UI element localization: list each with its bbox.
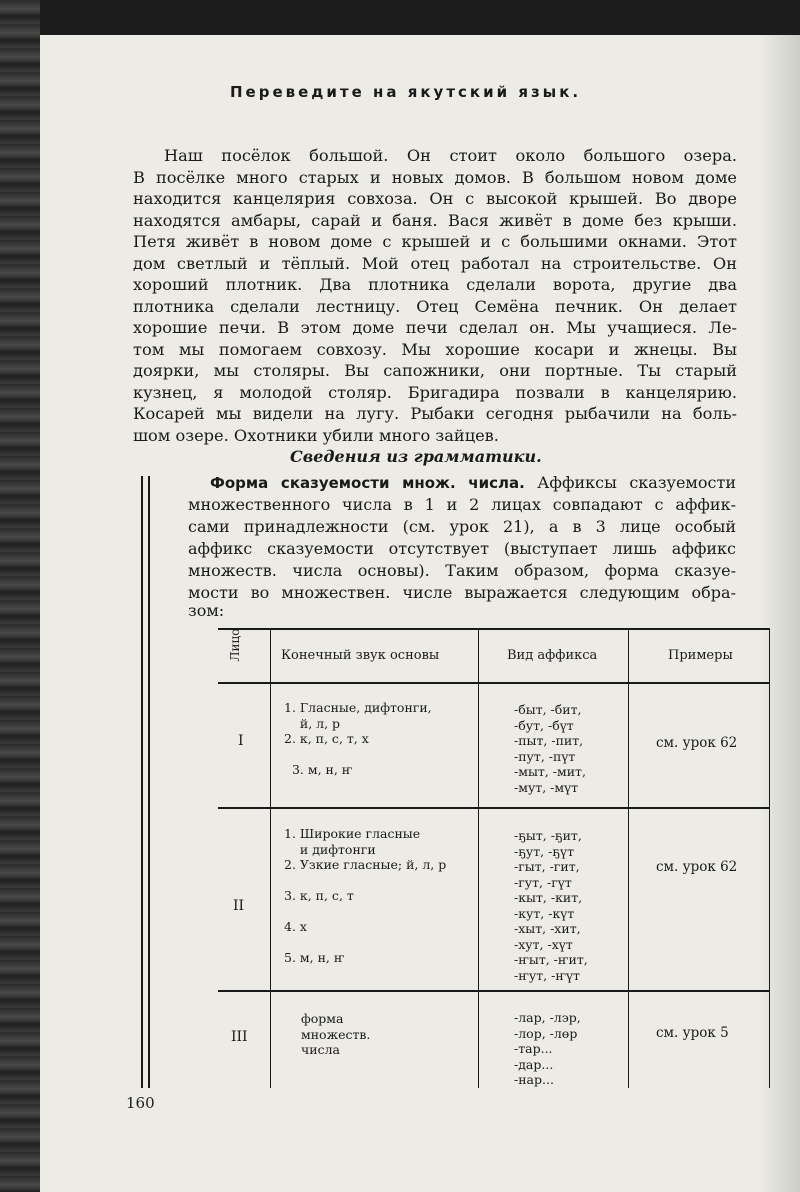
grammar-lead-rest: Аффиксы сказуемости xyxy=(537,473,736,492)
grammar-lead: Форма сказуемости множ. числа. xyxy=(210,474,525,492)
grammar-line: мости во множествен. числе выражается следующим обра- xyxy=(188,583,736,602)
row-person: I xyxy=(238,733,244,749)
row-sounds: форма множеств. числа xyxy=(301,1011,371,1057)
row-example: см. урок 62 xyxy=(656,735,738,751)
text-line: хороший плотник. Два плотника сделали ворота, другие два xyxy=(133,275,737,294)
row-affixes: -быт, -бит, -бут, -бүт -пыт, -пит, -пут, -пүт -мыт, -мит, -мут, -мүт xyxy=(514,702,586,795)
book-spine xyxy=(0,0,40,1192)
table-rule xyxy=(218,990,770,992)
grammar-line: зом: xyxy=(188,601,225,620)
text-line: кузнец, я молодой столяр. Бригадира позвали в канцелярию. xyxy=(133,383,737,402)
row-example: см. урок 62 xyxy=(656,859,738,875)
text-line: дом светлый и тёплый. Мой отец работал на строительстве. Он xyxy=(133,254,737,273)
table-rule xyxy=(218,682,770,684)
text-line: том мы помогаем совхозу. Мы хорошие косари и жнецы. Вы xyxy=(133,340,737,359)
text-line: хорошие печи. В этом доме печи сделал он. Мы учащиеся. Ле- xyxy=(133,318,737,337)
row-sounds: 1. Широкие гласные и дифтонги 2. Узкие гласные; й, л, р 3. к, п, с, т 4. х 5. м, н, ҥ xyxy=(284,826,447,965)
row-person: II xyxy=(233,898,245,914)
grammar-line: множеств. числа основы). Таким образом, форма сказуе- xyxy=(188,561,736,580)
table-rule xyxy=(218,628,770,630)
text-line: доярки, мы столяры. Вы сапожники, они портные. Ты старый xyxy=(133,361,737,380)
page-edge-shadow xyxy=(760,35,800,1192)
header-final-sound: Конечный звук основы xyxy=(281,648,440,663)
text-line: находится канцелярия совхоза. Он с высокой крышей. Во дворе xyxy=(133,189,737,208)
table-rule xyxy=(769,628,770,1088)
grammar-heading: Сведения из грамматики. xyxy=(290,447,542,466)
table-rule xyxy=(478,628,479,1088)
exercise-title: Переведите на якутский язык. xyxy=(230,83,582,101)
table-rule xyxy=(218,807,770,809)
text-line: плотника сделали лестницу. Отец Семёна печник. Он делает xyxy=(133,297,737,316)
text-line: Наш посёлок большой. Он стоит около большого озера. xyxy=(164,146,737,165)
table-rule xyxy=(270,628,271,1088)
header-person: Лицо xyxy=(228,628,242,662)
grammar-line: множественного числа в 1 и 2 лицах совпадают с аффик- xyxy=(188,495,736,514)
grammar-line: аффикс сказуемости отсутствует (выступает лишь аффикс xyxy=(188,539,736,558)
header-affix: Вид аффикса xyxy=(507,648,598,663)
text-line: находятся амбары, сарай и баня. Вася живёт в доме без крыши. xyxy=(133,211,737,230)
row-affixes: -ҕыт, -ҕит, -ҕут, -ҕүт -гыт, -гит, -гут, -гүт -кыт, -кит, -кут, -күт -хыт, -хит, -хут, -хүт -ҥыт, -ҥит, -ҥут, -ҥүт xyxy=(514,828,588,983)
header-examples: Примеры xyxy=(668,648,733,663)
text-line: шом озере. Охотники убили много зайцев. xyxy=(133,426,499,445)
text-line: В посёлке много старых и новых домов. В большом новом доме xyxy=(133,168,737,187)
page-number: 160 xyxy=(126,1094,155,1112)
grammar-line xyxy=(210,473,736,493)
margin-rule xyxy=(141,476,150,1088)
table-rule xyxy=(628,628,629,1088)
row-example: см. урок 5 xyxy=(656,1025,729,1041)
grammar-line: сами принадлежности (см. урок 21), а в 3 лице особый xyxy=(188,517,736,536)
row-sounds: 1. Гласные, дифтонги, й, л, р 2. к, п, с, т, х 3. м, н, ҥ xyxy=(284,700,432,777)
row-person: III xyxy=(231,1029,248,1045)
text-line: Петя живёт в новом доме с крышей и с большими окнами. Этот xyxy=(133,232,737,251)
row-affixes: -лар, -лэр, -лор, -лөр -тар... -дар... -нар... xyxy=(514,1010,581,1087)
text-line: Косарей мы видели на лугу. Рыбаки сегодня рыбачили на боль- xyxy=(133,404,737,423)
